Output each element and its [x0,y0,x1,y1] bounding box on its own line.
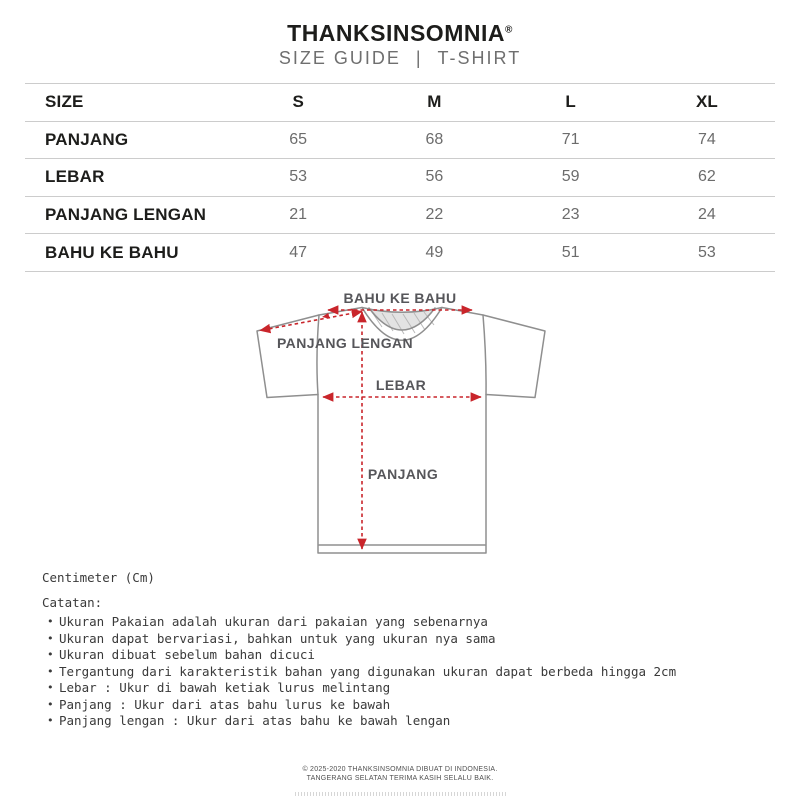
unit-label: Centimeter (Cm) [42,570,155,585]
row-label-bahu-ke-bahu: BAHU KE BAHU [45,242,179,262]
diagram-label-panjang: PANJANG [367,466,439,482]
cell-value: 23 [561,206,580,224]
subtitle-size-guide: SIZE GUIDE [278,48,401,68]
row-label-lebar: LEBAR [45,167,105,187]
cell-value: 51 [561,243,580,261]
diagram-label-panjang-lengan: PANJANG LENGAN [276,335,414,351]
brand-name: THANKSINSOMNIA [287,20,505,46]
notes-section [42,570,782,730]
column-header-s: S [292,92,304,112]
registered-mark: ® [504,24,513,36]
cell-value: 21 [289,206,308,224]
cell-value: 22 [425,206,444,224]
diagram-label-bahu-ke-bahu: BAHU KE BAHU [343,290,457,306]
cell-value: 68 [425,130,444,148]
column-header-l: L [565,92,576,112]
notes-heading: Catatan: [42,595,103,610]
note-item: • Tergantung dari karakteristik bahan yang digunakan ukuran dapat berbeda hingga 2cm [42,664,782,681]
cell-value: 71 [561,130,580,148]
cell-value: 56 [425,168,444,186]
subtitle-product: T-SHIRT [437,48,522,68]
row-label-panjang: PANJANG [45,129,129,149]
subtitle-divider: | [415,48,423,68]
note-item: • Ukuran dibuat sebelum bahan dicuci [42,647,782,664]
column-header-m: M [427,92,442,112]
note-item: • Panjang : Ukur dari atas bahu lurus ke bawah [42,697,782,714]
row-label-panjang-lengan: PANJANG LENGAN [45,205,207,225]
cell-value: 59 [561,168,580,186]
footer-microtext-strip [295,792,507,796]
cell-value: 53 [697,243,716,261]
cell-value: 53 [289,168,308,186]
cell-value: 74 [697,130,716,148]
column-header-size: SIZE [45,92,84,112]
note-item: • Lebar : Ukur di bawah ketiak lurus melintang [42,680,782,697]
cell-value: 65 [289,130,308,148]
note-item: • Panjang lengan : Ukur dari atas bahu ke bawah lengan [42,713,782,730]
cell-value: 24 [697,206,716,224]
cell-value: 49 [425,243,444,261]
footer-copyright: © 2025-2020 THANKSINSOMNIA DIBUAT DI INDONESIA. [302,766,498,773]
cell-value: 47 [289,243,308,261]
diagram-label-lebar: LEBAR [375,377,427,393]
note-item: • Ukuran dapat bervariasi, bahkan untuk yang ukuran nya sama [42,631,782,648]
column-header-xl: XL [696,92,718,112]
note-item: • Ukuran Pakaian adalah ukuran dari pakaian yang sebenarnya [42,614,782,631]
footer-location: TANGERANG SELATAN TERIMA KASIH SELALU BAIK. [306,775,494,782]
cell-value: 62 [697,168,716,186]
